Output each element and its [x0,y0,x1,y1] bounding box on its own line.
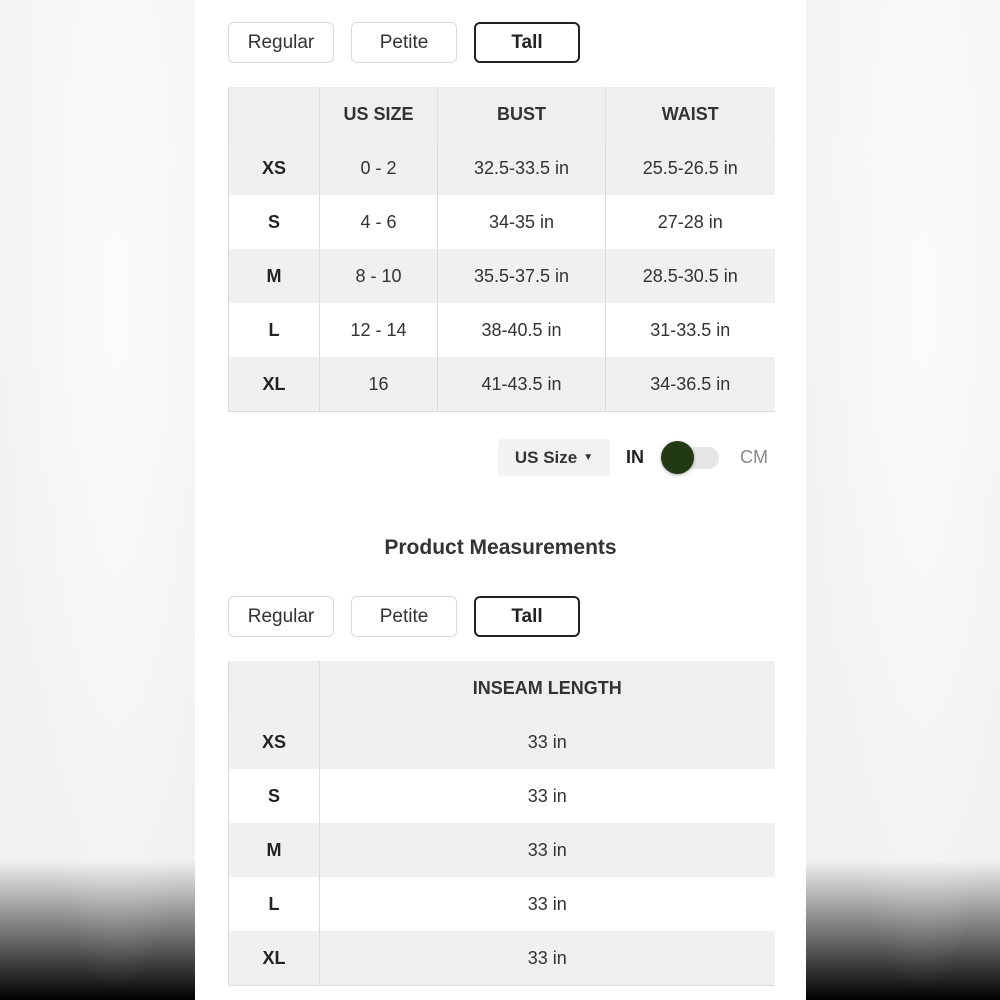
table-row [229,769,775,823]
table-row [229,195,775,249]
bust-cell: 38-40.5 in [438,303,606,357]
inseam-cell: 33 in [320,823,775,877]
size-label: M [229,249,320,303]
size-label: XL [229,931,320,986]
us-size-cell: 8 - 10 [320,249,438,303]
size-label: L [229,303,320,357]
measurements-fit-tabs [228,596,580,637]
tab-tall[interactable]: Tall [474,596,580,637]
caret-down-icon: ▼ [583,452,594,463]
background-left [0,0,195,1000]
inseam-cell: 33 in [320,931,775,986]
table-row [229,357,775,412]
table-row [229,715,775,769]
us-size-cell: 12 - 14 [320,303,438,357]
inseam-cell: 33 in [320,769,775,823]
bust-cell: 35.5-37.5 in [438,249,606,303]
table-row [229,931,775,986]
unit-controls [498,439,768,476]
header-us-size: US SIZE [320,87,438,141]
measurements-table [228,661,775,986]
us-size-cell: 16 [320,357,438,412]
bust-cell: 32.5-33.5 in [438,141,606,195]
tab-petite[interactable]: Petite [351,22,457,63]
inseam-cell: 33 in [320,877,775,931]
header-bust: BUST [438,87,606,141]
bust-cell: 41-43.5 in [438,357,606,412]
size-label: S [229,769,320,823]
table-row [229,823,775,877]
toggle-knob[interactable] [661,441,694,474]
header-waist: WAIST [606,87,775,141]
size-label: L [229,877,320,931]
unit-toggle[interactable] [661,439,719,476]
size-system-label: US Size [514,447,578,467]
tab-regular[interactable]: Regular [228,596,334,637]
bust-cell: 34-35 in [438,195,606,249]
size-chart-table [228,87,775,412]
measurements-header-row [229,661,775,715]
size-label: S [229,195,320,249]
section-title: Product Measurements [384,536,617,559]
size-label: XS [229,715,320,769]
header-size-label [229,661,320,715]
waist-cell: 34-36.5 in [606,357,775,412]
unit-label-in: IN [626,447,644,467]
size-guide-panel [195,0,806,1000]
waist-cell: 28.5-30.5 in [606,249,775,303]
waist-cell: 25.5-26.5 in [606,141,775,195]
inseam-cell: 33 in [320,715,775,769]
table-row [229,877,775,931]
tab-regular[interactable]: Regular [228,22,334,63]
us-size-cell: 4 - 6 [320,195,438,249]
unit-label-cm: CM [740,447,768,467]
size-label: XS [229,141,320,195]
size-label: M [229,823,320,877]
tab-tall[interactable]: Tall [474,22,580,63]
size-chart-fit-tabs [228,22,580,63]
waist-cell: 27-28 in [606,195,775,249]
size-system-dropdown[interactable] [498,439,610,476]
tab-petite[interactable]: Petite [351,596,457,637]
background-right [806,0,1000,1000]
header-size-label [229,87,320,141]
table-row [229,303,775,357]
header-inseam-length: INSEAM LENGTH [320,661,775,715]
table-row [229,249,775,303]
waist-cell: 31-33.5 in [606,303,775,357]
table-row [229,141,775,195]
size-label: XL [229,357,320,412]
size-chart-header-row [229,87,775,141]
us-size-cell: 0 - 2 [320,141,438,195]
